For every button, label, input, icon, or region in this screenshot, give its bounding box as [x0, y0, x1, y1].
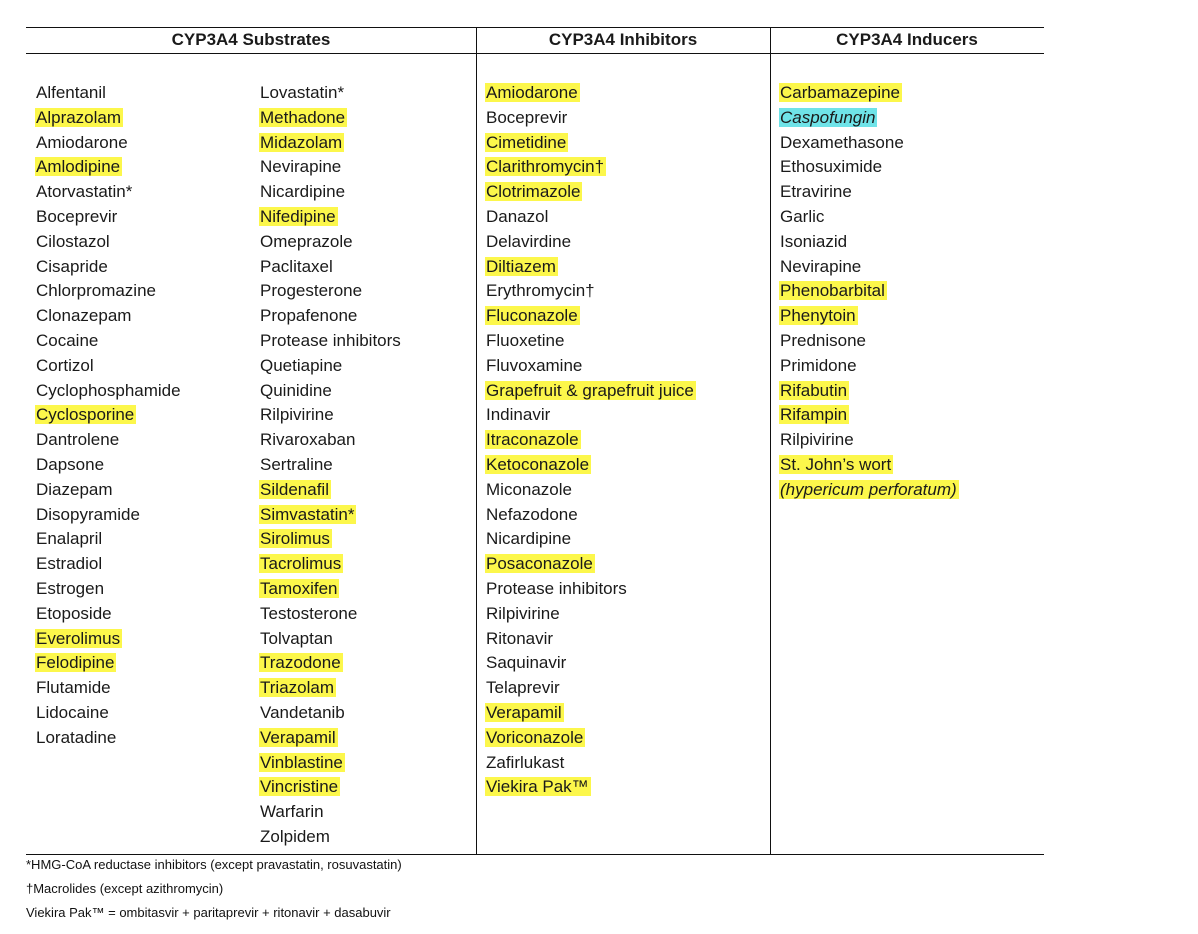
drug-name: Dexamethasone — [780, 132, 904, 152]
drug-item — [779, 255, 959, 280]
drug-item — [259, 379, 403, 404]
drug-name: Estradiol — [36, 554, 103, 574]
drug-item — [259, 279, 403, 304]
drug-name: Sildenafil — [260, 479, 329, 499]
drug-name: Testosterone — [260, 603, 358, 623]
drug-item — [259, 800, 403, 825]
drug-item — [35, 329, 183, 354]
drug-name: Amlodipine — [36, 157, 121, 177]
drug-name: Alprazolam — [36, 107, 122, 127]
drug-name: (hypericum perforatum) — [780, 479, 957, 499]
drug-name: Tolvaptan — [260, 628, 333, 648]
footnote-viekira: Viekira Pak™ = ombitasvir + paritaprevir + ritonavir + dasabuvir — [26, 905, 391, 920]
drug-name: Loratadine — [36, 727, 117, 747]
drug-name: Flutamide — [36, 678, 111, 698]
drug-name: Propafenone — [260, 306, 358, 326]
drug-name: Telaprevir — [486, 678, 560, 698]
drug-item — [259, 329, 403, 354]
drug-name: Lidocaine — [36, 702, 109, 722]
drug-name: Isoniazid — [780, 231, 848, 251]
drug-name: Amiodarone — [36, 132, 128, 152]
drug-name: Rilpivirine — [260, 405, 334, 425]
drug-name: Clarithromycin† — [486, 157, 605, 177]
drug-item — [35, 527, 183, 552]
drug-item — [485, 577, 696, 602]
drug-item — [259, 726, 403, 751]
cyp3a4-table — [26, 27, 1044, 855]
drug-name: Methadone — [260, 107, 346, 127]
drug-item — [485, 775, 696, 800]
drug-item — [485, 726, 696, 751]
drug-name: Erythromycin† — [486, 281, 595, 301]
drug-name: Nifedipine — [260, 206, 336, 226]
drug-item — [485, 552, 696, 577]
drug-name: Dapsone — [36, 454, 105, 474]
drug-item — [259, 701, 403, 726]
drug-name: Vinblastine — [260, 752, 343, 772]
drug-name: Midazolam — [260, 132, 343, 152]
footnote-statins: *HMG-CoA reductase inhibitors (except pravastatin, rosuvastatin) — [26, 857, 402, 872]
drug-name: Phenytoin — [780, 306, 856, 326]
header-substrates: CYP3A4 Substrates — [171, 30, 331, 49]
drug-name: Sirolimus — [260, 529, 330, 549]
drug-item — [259, 180, 403, 205]
drug-name: Omeprazole — [260, 231, 353, 251]
drug-item — [485, 428, 696, 453]
drug-name: Ethosuximide — [780, 157, 883, 177]
drug-name: Verapamil — [486, 702, 562, 722]
drug-item — [259, 131, 403, 156]
drug-item — [485, 304, 696, 329]
drug-item — [35, 81, 183, 106]
drug-name: Warfarin — [260, 802, 324, 822]
substrates-list-2 — [259, 81, 403, 850]
drug-item — [35, 478, 183, 503]
drug-name: Tamoxifen — [260, 578, 338, 598]
drug-item — [35, 651, 183, 676]
drug-name: Nicardipine — [486, 529, 572, 549]
drug-item — [485, 329, 696, 354]
drug-item — [259, 651, 403, 676]
drug-name: Rilpivirine — [486, 603, 560, 623]
drug-item — [485, 602, 696, 627]
drug-name: Verapamil — [260, 727, 336, 747]
drug-item — [485, 627, 696, 652]
drug-item — [485, 503, 696, 528]
drug-item — [35, 155, 183, 180]
drug-name: Atorvastatin* — [36, 182, 133, 202]
drug-item — [259, 676, 403, 701]
drug-item — [35, 354, 183, 379]
drug-name: Ketoconazole — [486, 454, 590, 474]
drug-name: Zafirlukast — [486, 752, 565, 772]
drug-name: Zolpidem — [260, 826, 330, 846]
drug-item — [35, 701, 183, 726]
drug-item — [259, 205, 403, 230]
drug-name: Primidone — [780, 355, 857, 375]
drug-name: Indinavir — [486, 405, 551, 425]
drug-item — [485, 230, 696, 255]
drug-item — [35, 428, 183, 453]
drug-name: Saquinavir — [486, 653, 567, 673]
drug-name: Trazodone — [260, 653, 341, 673]
drug-item — [259, 751, 403, 776]
drug-name: Nicardipine — [260, 182, 346, 202]
drug-item — [485, 155, 696, 180]
drug-name: Voriconazole — [486, 727, 584, 747]
drug-name: Etravirine — [780, 182, 852, 202]
drug-item — [485, 106, 696, 131]
drug-name: Itraconazole — [486, 430, 579, 450]
header-inducers: CYP3A4 Inducers — [836, 30, 978, 49]
drug-name: Cocaine — [36, 330, 99, 350]
drug-name: Rifabutin — [780, 380, 848, 400]
drug-item — [259, 775, 403, 800]
drug-item — [35, 602, 183, 627]
drug-name: Quetiapine — [260, 355, 343, 375]
header-inhibitors: CYP3A4 Inhibitors — [548, 30, 698, 49]
drug-item — [259, 478, 403, 503]
drug-name: Dantrolene — [36, 430, 120, 450]
drug-item — [35, 205, 183, 230]
drug-item — [35, 726, 183, 751]
footnotes — [26, 855, 402, 927]
drug-name: Nevirapine — [780, 256, 862, 276]
drug-name: Felodipine — [36, 653, 115, 673]
drug-item — [35, 676, 183, 701]
drug-item — [779, 155, 959, 180]
drug-name: Sertraline — [260, 454, 333, 474]
drug-name: Disopyramide — [36, 504, 140, 524]
drug-name: Cimetidine — [486, 132, 567, 152]
drug-name: Boceprevir — [36, 206, 118, 226]
drug-name: Posaconazole — [486, 554, 593, 574]
footnote-macrolides: †Macrolides (except azithromycin) — [26, 881, 224, 896]
drug-item — [779, 304, 959, 329]
drug-name: Cilostazol — [36, 231, 110, 251]
drug-item — [779, 428, 959, 453]
drug-item — [259, 577, 403, 602]
inhibitors-list — [485, 81, 696, 800]
drug-item — [779, 279, 959, 304]
drug-name: Protease inhibitors — [486, 578, 627, 598]
drug-name: Vincristine — [260, 777, 339, 797]
drug-item — [485, 205, 696, 230]
drug-item — [259, 230, 403, 255]
drug-item — [485, 131, 696, 156]
drug-name: Prednisone — [780, 330, 867, 350]
column-divider — [770, 28, 771, 854]
drug-item — [485, 403, 696, 428]
drug-name: Carbamazepine — [780, 83, 901, 102]
drug-name: Miconazole — [486, 479, 572, 499]
drug-item — [485, 478, 696, 503]
drug-name: Amiodarone — [486, 83, 578, 102]
drug-name: Diltiazem — [486, 256, 556, 276]
drug-item — [779, 131, 959, 156]
drug-name: Phenobarbital — [780, 281, 885, 301]
drug-item — [35, 503, 183, 528]
drug-name: Caspofungin — [780, 107, 876, 127]
drug-item — [35, 552, 183, 577]
drug-name: Delavirdine — [486, 231, 572, 251]
drug-name: Quinidine — [260, 380, 332, 400]
drug-item — [485, 527, 696, 552]
drug-name: Clonazepam — [36, 306, 132, 326]
drug-item — [259, 304, 403, 329]
drug-name: Boceprevir — [486, 107, 568, 127]
drug-item — [35, 230, 183, 255]
drug-name: Fluvoxamine — [486, 355, 583, 375]
drug-name: Etoposide — [36, 603, 112, 623]
drug-item — [259, 428, 403, 453]
drug-name: Paclitaxel — [260, 256, 333, 276]
drug-name: Everolimus — [36, 628, 121, 648]
drug-item — [485, 255, 696, 280]
drug-name: Lovastatin* — [260, 83, 345, 102]
drug-item — [35, 304, 183, 329]
drug-name: Cyclophosphamide — [36, 380, 181, 400]
drug-item — [485, 379, 696, 404]
drug-item — [779, 230, 959, 255]
inducers-list — [779, 81, 959, 503]
drug-name: Cisapride — [36, 256, 108, 276]
drug-item — [35, 627, 183, 652]
drug-item — [779, 354, 959, 379]
drug-item — [259, 527, 403, 552]
drug-name: Fluconazole — [486, 306, 578, 326]
drug-item — [485, 453, 696, 478]
header-row — [26, 28, 1044, 54]
drug-item — [779, 106, 959, 131]
drug-name: Diazepam — [36, 479, 113, 499]
drug-item — [779, 379, 959, 404]
drug-name: Rivaroxaban — [260, 430, 356, 450]
drug-item — [35, 453, 183, 478]
drug-item — [485, 751, 696, 776]
drug-item — [779, 453, 959, 478]
drug-name: Rilpivirine — [780, 430, 854, 450]
drug-item — [779, 478, 959, 503]
drug-name: Protease inhibitors — [260, 330, 401, 350]
drug-name: Grapefruit & grapefruit juice — [486, 380, 694, 400]
drug-item — [485, 354, 696, 379]
drug-name: Chlorpromazine — [36, 281, 156, 301]
drug-item — [259, 255, 403, 280]
drug-item — [779, 329, 959, 354]
drug-name: Enalapril — [36, 529, 103, 549]
drug-name: Triazolam — [260, 678, 334, 698]
drug-item — [485, 279, 696, 304]
drug-name: Viekira Pak™ — [486, 777, 589, 797]
drug-item — [35, 279, 183, 304]
drug-name: Simvastatin* — [260, 504, 355, 524]
drug-item — [35, 255, 183, 280]
drug-item — [485, 651, 696, 676]
drug-name: Progesterone — [260, 281, 363, 301]
drug-item — [485, 81, 696, 106]
drug-item — [35, 131, 183, 156]
drug-name: Alfentanil — [36, 83, 106, 102]
drug-name: Nefazodone — [486, 504, 578, 524]
drug-name: Nevirapine — [260, 157, 342, 177]
drug-item — [259, 503, 403, 528]
drug-item — [259, 155, 403, 180]
drug-item — [485, 180, 696, 205]
drug-item — [485, 701, 696, 726]
drug-item — [485, 676, 696, 701]
drug-item — [779, 403, 959, 428]
drug-item — [35, 106, 183, 131]
substrates-list-1 — [35, 81, 183, 751]
drug-item — [259, 81, 403, 106]
drug-name: Ritonavir — [486, 628, 554, 648]
drug-name: Danazol — [486, 206, 549, 226]
drug-item — [259, 453, 403, 478]
drug-item — [259, 354, 403, 379]
drug-name: Fluoxetine — [486, 330, 565, 350]
drug-item — [35, 180, 183, 205]
drug-item — [35, 403, 183, 428]
drug-item — [779, 81, 959, 106]
drug-name: Vandetanib — [260, 702, 345, 722]
drug-item — [259, 627, 403, 652]
drug-name: St. John’s wort — [780, 454, 892, 474]
drug-name: Clotrimazole — [486, 182, 581, 202]
drug-name: Tacrolimus — [260, 554, 342, 574]
drug-item — [35, 577, 183, 602]
drug-item — [779, 205, 959, 230]
drug-item — [259, 825, 403, 850]
drug-item — [259, 602, 403, 627]
drug-item — [259, 403, 403, 428]
drug-item — [779, 180, 959, 205]
drug-item — [259, 552, 403, 577]
drug-name: Garlic — [780, 206, 825, 226]
drug-name: Rifampin — [780, 405, 848, 425]
column-divider — [476, 28, 477, 854]
drug-name: Estrogen — [36, 578, 105, 598]
drug-name: Cyclosporine — [36, 405, 135, 425]
drug-item — [35, 379, 183, 404]
drug-name: Cortizol — [36, 355, 94, 375]
drug-item — [259, 106, 403, 131]
